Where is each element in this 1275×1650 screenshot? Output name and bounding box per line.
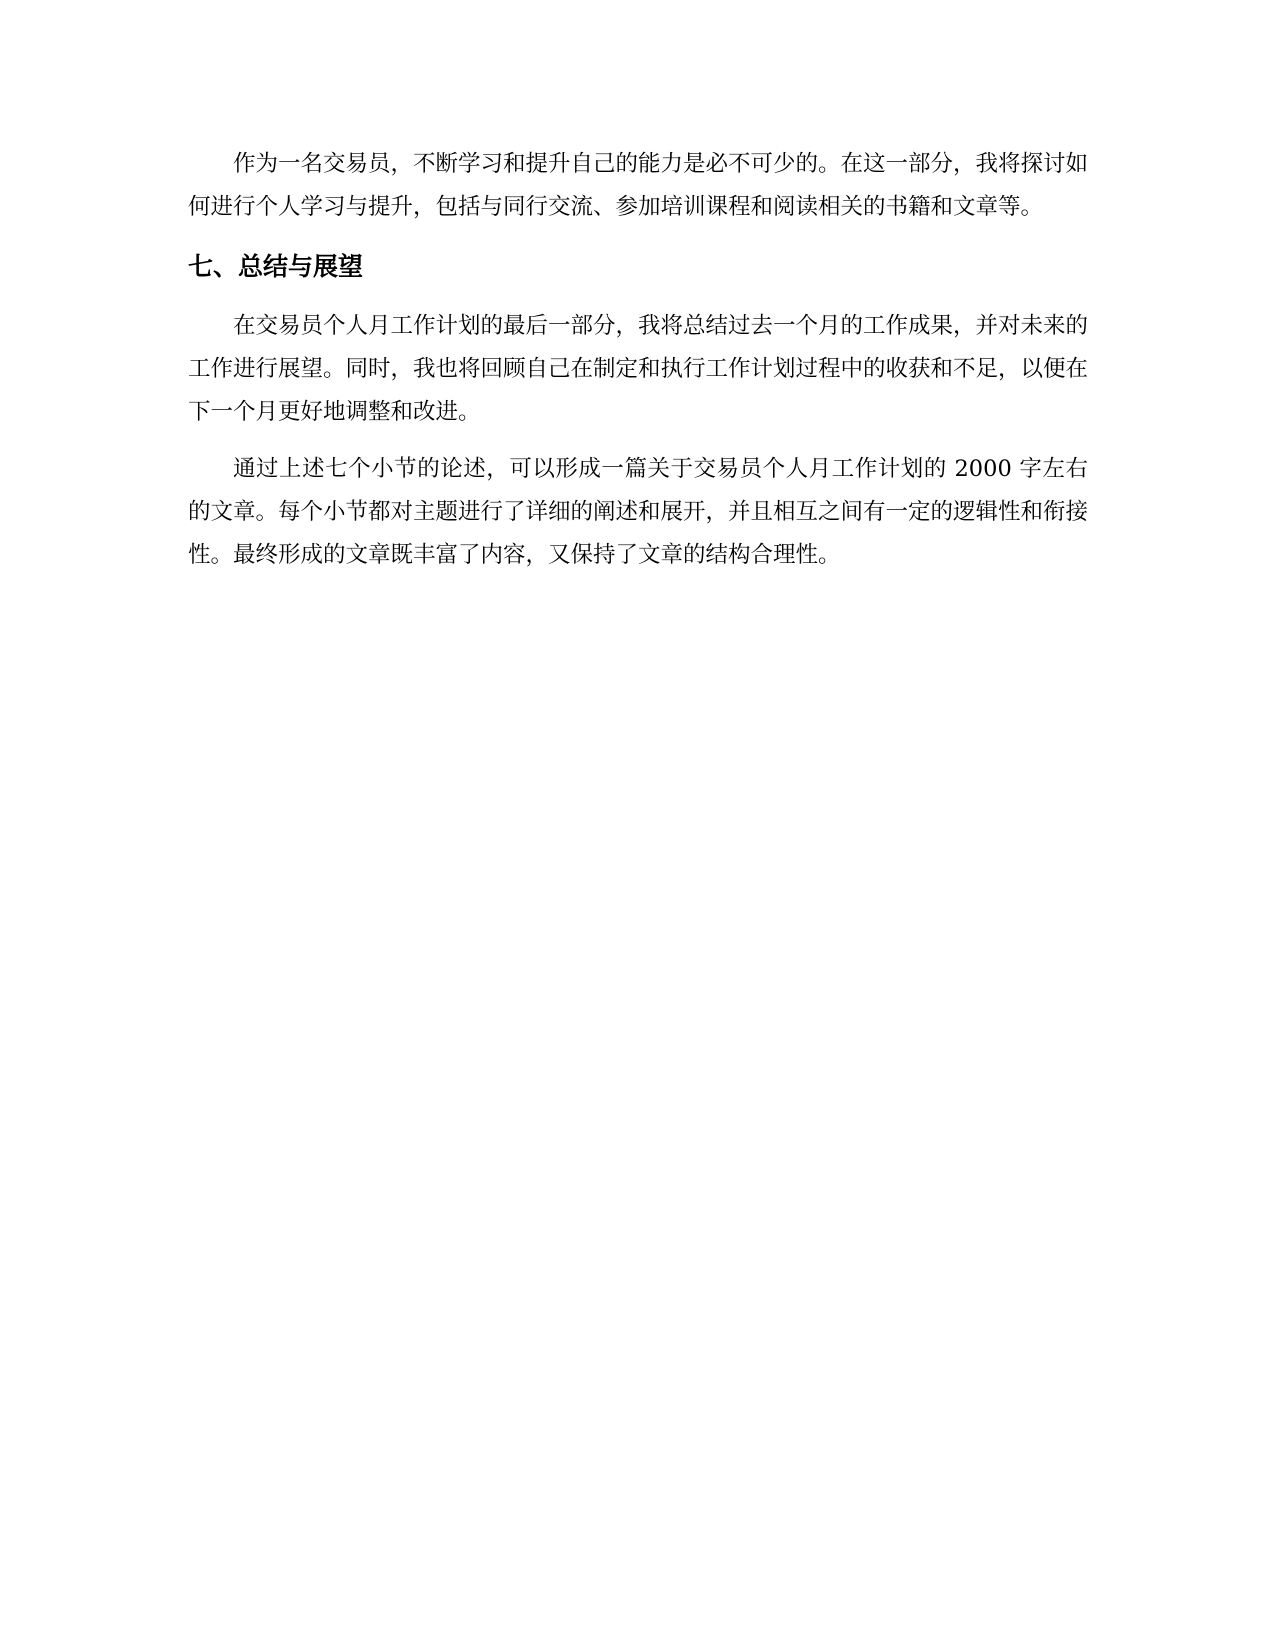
document-body — [188, 143, 1088, 577]
paragraph-learning: 作为一名交易员，不断学习和提升自己的能力是必不可少的。在这一部分，我将探讨如何进行个人学习与提升，包括与同行交流、参加培训课程和阅读相关的书籍和文章等。 — [188, 151, 1089, 220]
paragraph-summary: 在交易员个人月工作计划的最后一部分，我将总结过去一个月的工作成果，并对未来的工作进行展望。同时，我也将回顾自己在制定和执行工作计划过程中的收获和不足，以便在下一个月更好地调整和改进。 — [188, 313, 1089, 425]
paragraph-conclusion: 通过上述七个小节的论述，可以形成一篇关于交易员个人月工作计划的 2000 字左右的文章。每个小节都对主题进行了详细的阐述和展开，并且相互之间有一定的逻辑性和衔接性。最终形成的文章既丰富了内容，又保持了文章的结构合理性。 — [188, 456, 1089, 568]
section-heading: 七、总结与展望 — [188, 252, 364, 281]
